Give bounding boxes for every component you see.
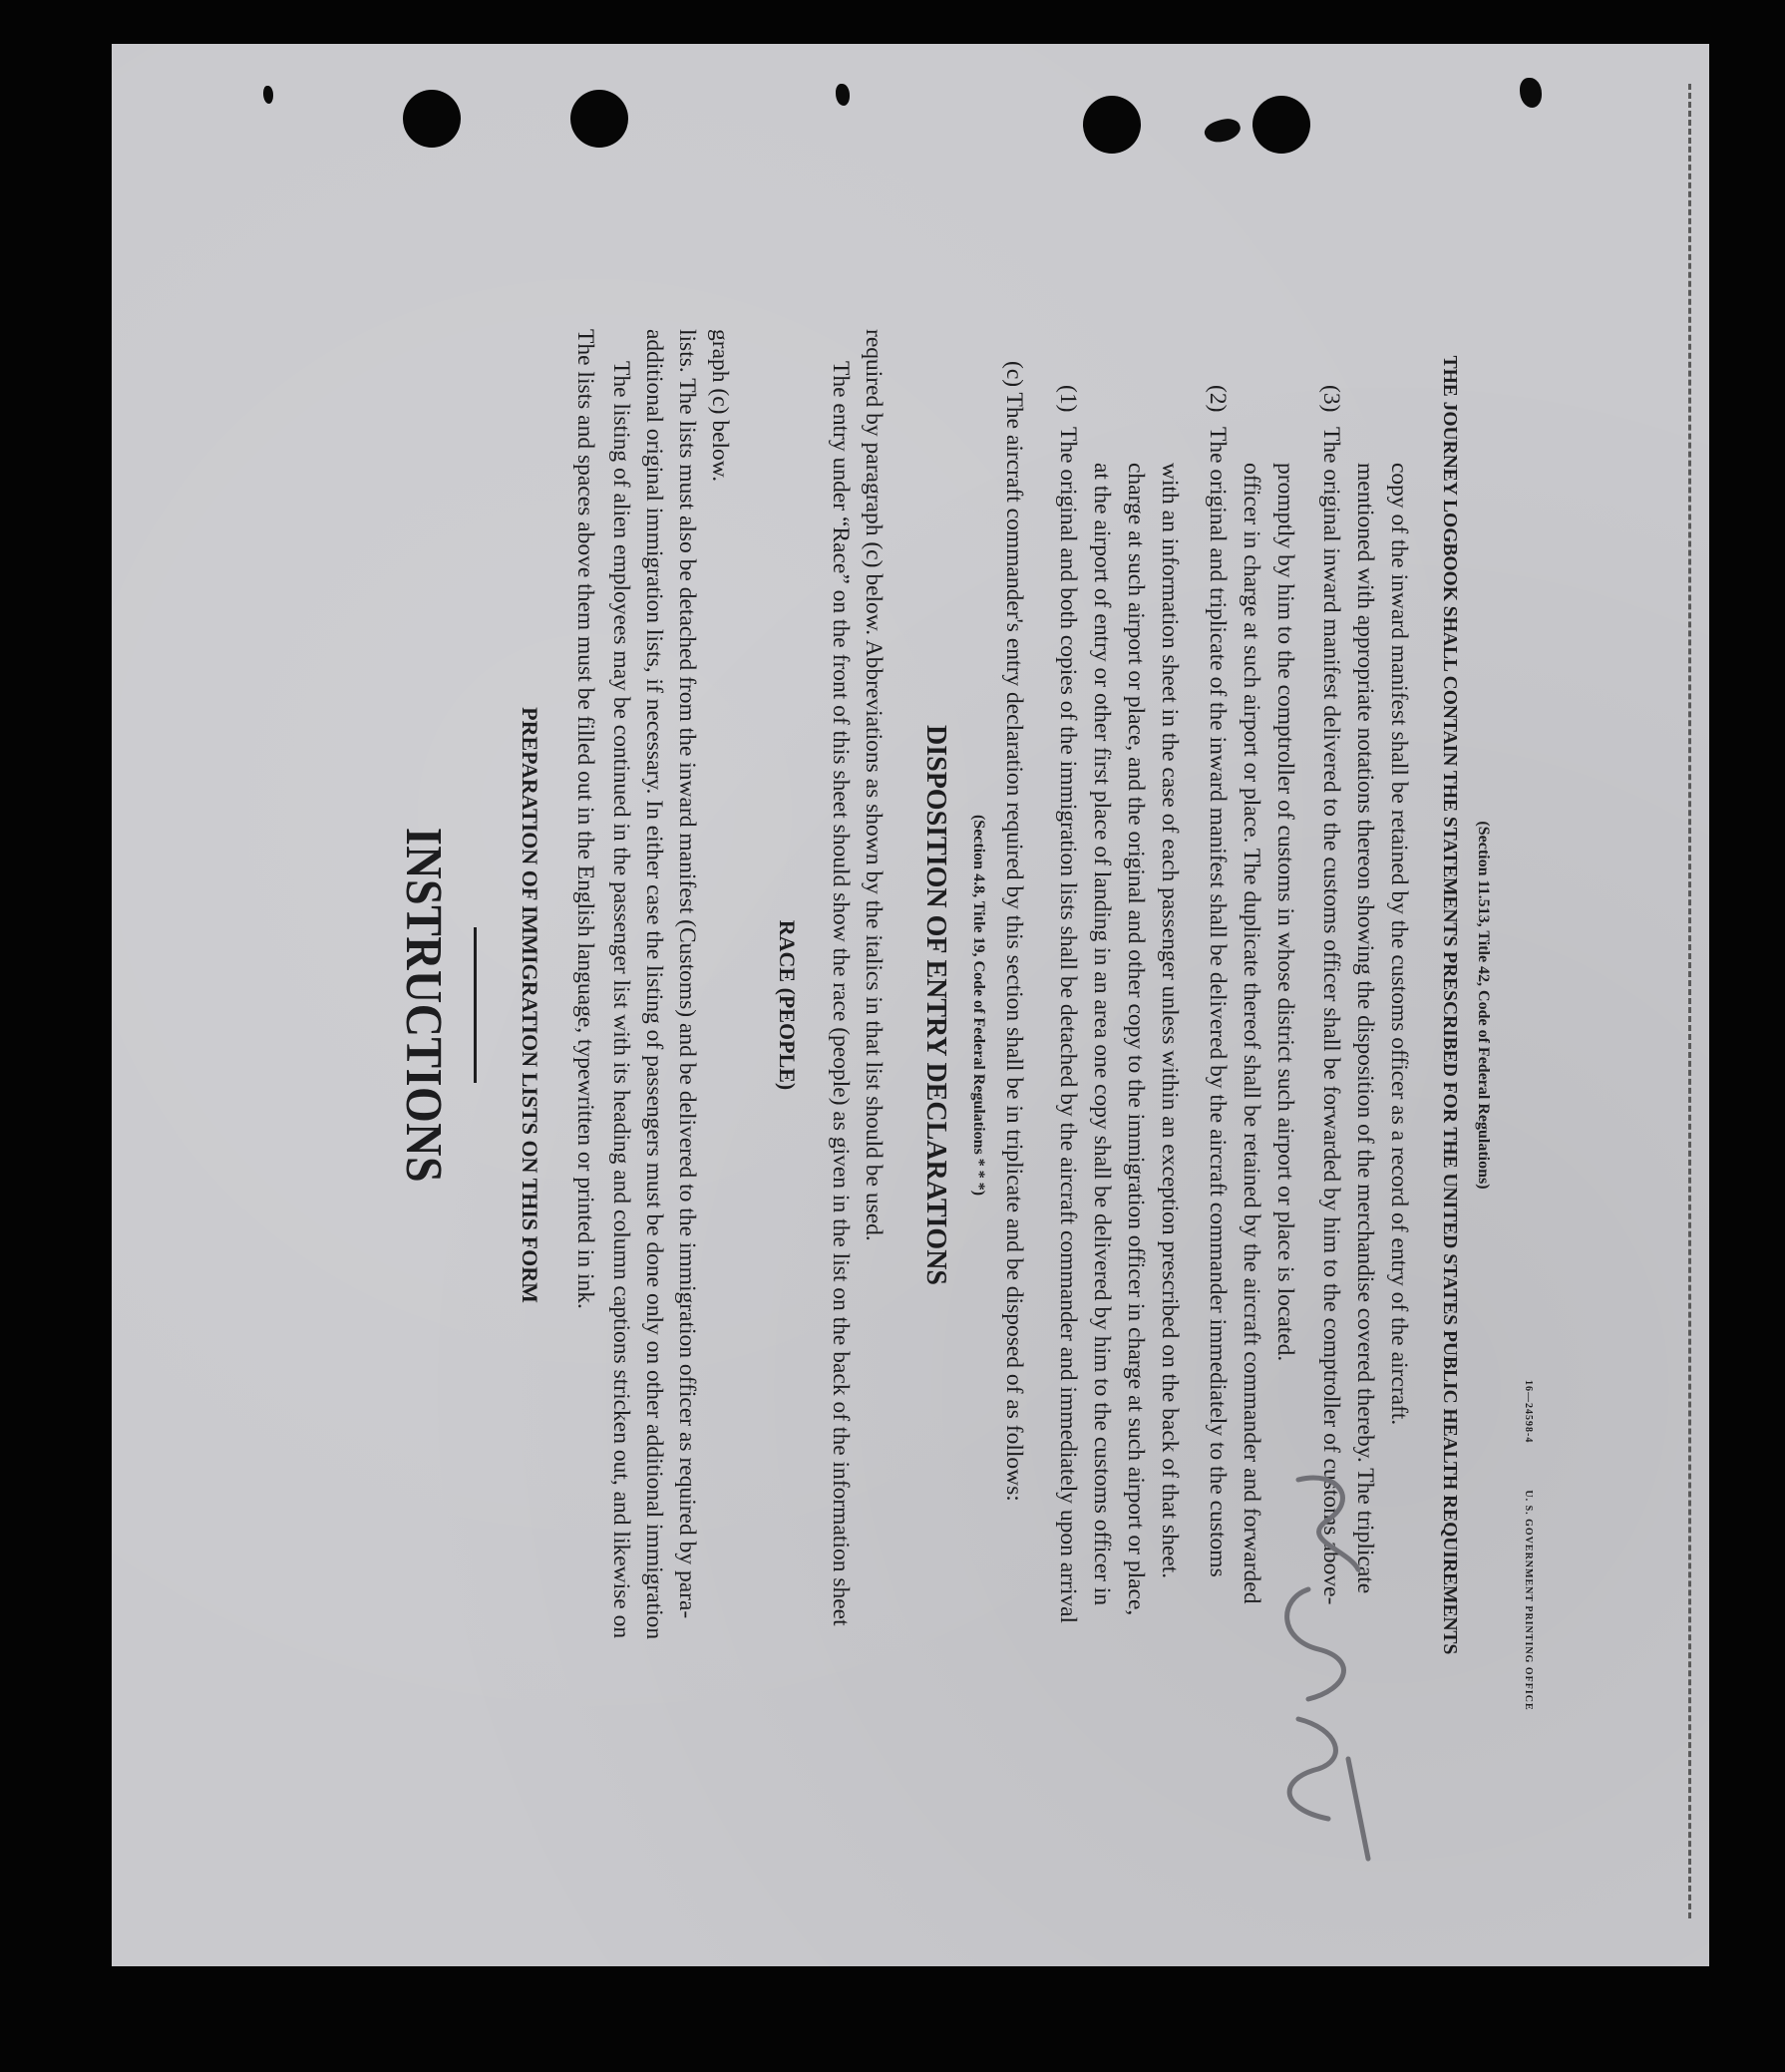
printer-name: U. S. GOVERNMENT PRINTING OFFICE [1523,1490,1534,1711]
paragraph-line: additional original immigration lists, if necessary. In either case the listing of passengers must be done only on other additional immigration [641,329,667,1640]
rotated-content [112,44,1709,1966]
page-title: INSTRUCTIONS [395,827,454,1184]
item-line: copy of the inward manifest shall be retained by the customs officer as a record of entry of the aircraft. [1386,463,1412,1426]
item-number: (1) [1055,385,1081,413]
item-line: at the airport of entry or other first place of landing in an area one copy shall be delivered by him to the customs officer in [1089,463,1115,1606]
paragraph-line: The entry under “Race” on the front of this sheet should show the race (people) as given in the list on the back of the information sheet [828,361,854,1626]
section-subheading-logbook: (Section 11.513, Title 42, Code of Federal Regulations) [1475,821,1492,1190]
section-heading-preparation: PREPARATION OF IMMIGRATION LISTS ON THIS FORM [518,707,542,1303]
item-number: (3) [1318,385,1344,413]
section-heading-disposition: DISPOSITION OF ENTRY DECLARATIONS [920,725,951,1285]
document-sheet [112,44,1709,1966]
handwritten-signature [1239,1460,1388,1879]
item-line: officer in charge at such airport or place. The duplicate thereof shall be retained by the aircraft commander and forwarded [1239,463,1264,1604]
paragraph-line: lists. The lists must also be detached from the inward manifest (Customs) and be delivered to the immigration officer as required by para- [674,329,700,1619]
item-line: promptly by him to the comptroller of customs in whose district such airport or place is located. [1272,463,1298,1362]
item-line: mentioned with appropriate notations thereon showing the disposition of the merchandise covered thereby. The triplicate [1352,463,1378,1594]
section-heading-race: RACE (PEOPLE) [775,919,800,1091]
paragraph-line: graph (c) below. [707,329,733,483]
paragraph-intro: (c) The aircraft commander's entry declaration required by this section shall be in triplicate and be disposed of as follows: [1001,361,1027,1502]
paragraph-line: required by paragraph (c) below. Abbreviations as shown by the italics in that list should be used. [861,329,887,1241]
item-line: The original inward manifest delivered to the customs officer shall be forwarded by him to the comptroller of customs above- [1318,427,1344,1605]
paragraph-line: The lists and spaces above them must be filled out in the English language, typewritten or printed in ink. [572,329,598,1309]
item-line: with an information sheet in the case of each passenger unless within an exception prescribed on the back of that sheet. [1157,463,1183,1579]
section-subheading-disposition: (Section 4.8, Title 19, Code of Federal Regulations * * *) [970,814,987,1197]
item-line: The original and both copies of the immigration lists shall be detached by the aircraft commander and immediately upon arrival [1055,427,1081,1624]
item-number: (2) [1205,385,1231,413]
title-underline [474,927,477,1083]
form-number: 16—24598-4 [1523,1380,1534,1444]
section-heading-logbook: THE JOURNEY LOGBOOK SHALL CONTAIN THE STATEMENTS PRESCRIBED FOR THE UNITED STATES PUBLIC HEALTH REQUIREMENTS [1439,355,1460,1655]
item-line: charge at such airport or place, and the original and other copy to the immigration officer in charge at such airport or place, [1123,463,1149,1616]
printer-imprint [1523,1380,1534,1711]
item-line: The original and triplicate of the inward manifest shall be delivered by the aircraft commander immediately to the customs [1205,427,1231,1577]
paragraph-line: The listing of alien employees may be continued in the passenger list with its heading and column captions stricken out, and likewise on [608,361,634,1639]
